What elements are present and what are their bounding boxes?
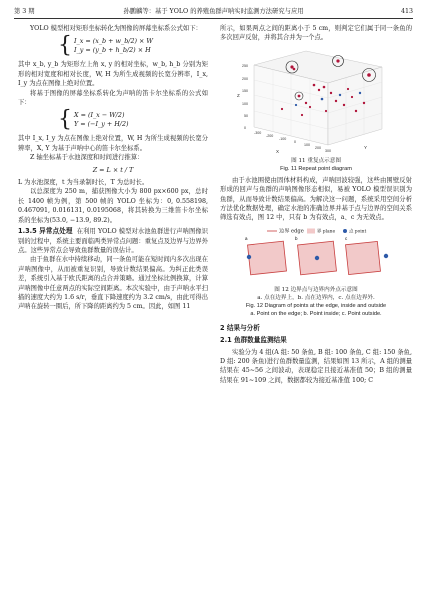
paragraph: YOLO 模型相对矩形坐标转化为图像的屏幕坐标系公式如下： (30, 25, 202, 32)
figure-12-caption-cn: 图 12 边界点与边界内外点示意图 (274, 286, 358, 293)
running-title: 孙鹏麟等：基于 YOLO 的养殖鱼群声呐实时监测方法研究与应用 (123, 8, 304, 15)
fish-point (293, 68, 296, 71)
fish-point (318, 89, 320, 91)
paragraph: 其中 I_x, I_y 为点在图像上绝对位置，W, H 为所生成视频的长宽分辨率，X, Y 为基于声呐中心的笛卡尔坐标系。 (18, 135, 208, 152)
paragraph: 以总深度为 250 m，捕获图像大小为 800 px×600 px，总时长 1400 帧为例，第 500 帧的 YOLO 坐标为：0, 0.558198, 0.467091, 0.016131, 0.0195068，将其转换为三维笛卡尔坐标系的坐标为(53.0, −13.9, 89.2)。 (18, 188, 208, 224)
paragraph: 将基于图像的屏幕坐标系转化为声呐的笛卡尔坐标系的公式如下： (18, 89, 208, 107)
x-tick: -300 (254, 130, 262, 135)
plane-rect (248, 241, 287, 275)
figure-12-caption-en: Fig. 12 Diagram of points at the edge, inside and outside (245, 302, 387, 309)
point-b (315, 256, 319, 260)
figure-11-caption-cn: 图 11 重复点示意图 (291, 157, 341, 164)
fish-point (325, 110, 327, 112)
equation-row: X = (I_x − W/2) (74, 111, 125, 120)
figure-12 (241, 226, 391, 286)
page-number: 413 (400, 8, 413, 15)
figure-11-caption-en: Fig. 11 Repeat point diagram (280, 165, 352, 172)
figure-12-sub-cn: a. 点在边界上，b. 点在边界内，c. 点在边界外. (257, 294, 375, 301)
paragraph: 其中 x_b, y_b 为矩形左上角 x, y 的相对坐标，w_b, h_b 分别为矩形的相对宽度和相对长度，W, H 为所生成视频的长宽分辨率，I_x, I_y 为点在图像上绝对位置。 (18, 61, 208, 88)
fish-point (355, 110, 357, 112)
repeat-point-3d-plot (236, 45, 396, 157)
legend-point-swatch (343, 229, 347, 233)
paragraph: 在利用 YOLO 模型对水池鱼群进行声呐图像识别的过程中，系统主要面临两类异常点问题：重复点及边界与边界外点。这些异常点会导致鱼群数量的误估计。 (18, 228, 208, 254)
paragraph: 由于水池围使由固体材料构成，声呐回波较强，这些由围壁反射形成的回声与鱼群的声呐图像形态相似，易被 YOLO 模型误识别为鱼群，从而导致计数结果偏高。为解决这一问题，系统采用空间分析方法优化数据处理，确定水池的准确边界并基于点与边界的空间关系筛选有效点，图 12 中，只有 b 为有效点，a、c 为无效点。 (220, 176, 412, 222)
legend-plane: 界 plane (317, 229, 336, 235)
z-tick: 250 (242, 63, 248, 68)
issue-number: 第 3 期 (14, 8, 35, 15)
fish-point (351, 96, 353, 98)
fish-point (295, 104, 297, 106)
legend-plane-swatch (307, 228, 315, 233)
point-c (384, 254, 388, 258)
legend-edge: 边界 edge (279, 228, 304, 235)
fish-point (298, 94, 301, 97)
section-heading: 2 结果与分析 (220, 323, 260, 332)
figure-11 (236, 45, 396, 157)
header-rule (14, 18, 413, 19)
paragraph: 所示，如果两点之间的距离小于 5 cm，则判定它们属于同一条鱼的多次回声反射，并将其合并为一个点。 (220, 25, 412, 42)
panel-c (345, 236, 388, 275)
x-tick: 100 (304, 142, 310, 147)
z-tick: 150 (242, 88, 248, 93)
legend-point: 点 point (349, 229, 367, 235)
z-tick: 50 (244, 113, 248, 118)
fish-point (363, 102, 365, 104)
y-axis-label: Y (364, 144, 368, 150)
equation-row: I_y = (y_b + h_b/2) × H (74, 46, 151, 55)
paragraph: L 为水池深度，t 为当录制时长，T 为总时长。 (18, 179, 149, 187)
left-column (18, 24, 208, 312)
fish-point (305, 102, 307, 104)
panel-b (295, 236, 336, 275)
plane-rect (346, 241, 381, 274)
x-tick: 0 (294, 139, 296, 144)
right-column (220, 24, 412, 385)
equation-cartesian: { X = (I_x − W/2) Y = (−I_y + H/2) (58, 107, 129, 133)
fish-point (335, 100, 337, 102)
paragraph: 由于鱼群在水中持续移动，同一条鱼可能在短时间内多次出现在声呐图像中，从而被重复识别，导致计数结果偏高。为纠正此类误差，系统引入基于欧氏距离的点合并策略。通过坐标比例换算，计算声呐图像中任意两点的实际空间距离。本次实验中，由于声呐水平扫描的速度大约为 1.6 s/r，垂直下降速度约为 3.2 cm/s，由此可得出声呐在旋转一圈后，所下降的距离约为 5 cm。因此，如图 11 (18, 256, 208, 311)
x-tick: -200 (266, 133, 274, 138)
z-axis-label: Z (237, 92, 240, 98)
panel-label: b (295, 235, 298, 241)
equation-row: I_x = (x_b + w_b/2) × W (74, 37, 153, 46)
fish-point (367, 73, 371, 77)
x-tick: -100 (279, 136, 287, 141)
point-a (247, 255, 251, 259)
panel-a (245, 236, 286, 275)
fish-point (309, 106, 311, 108)
fish-point (336, 59, 339, 62)
fish-point (301, 114, 303, 116)
fish-point (313, 84, 316, 87)
equation-depth: Z = L × t / T (92, 165, 134, 174)
fish-point (330, 92, 332, 94)
equation-screen-coords: { I_x = (x_b + w_b/2) × W I_y = (y_b + h_b/2) × H (58, 33, 153, 59)
panel-label: a (245, 235, 248, 241)
paragraph: Z 轴坐标基于水池深度和时间进行推算： (30, 154, 144, 162)
panel-label: c (345, 235, 348, 241)
x-tick: 200 (315, 145, 321, 150)
z-tick: 100 (242, 101, 248, 106)
paragraph: 实验分为 4 组(A 组: 50 条鱼, B 组: 100 条鱼, C 组: 150 条鱼, D 组: 200 条鱼)进行鱼群数量监测，结果如图 13 所示，A 组的测量结果在 45~56 之间波动，表现稳定且接近基准值 50；B 组的测量结果在 91~109 之间，数据都较为接近基准值 100; C (220, 348, 412, 384)
section-heading: 1.3.5 异常点处理 (18, 227, 73, 236)
equation-row: Y = (−I_y + H/2) (74, 120, 129, 129)
fish-point (359, 92, 361, 94)
x-tick: 300 (325, 148, 331, 153)
figure-12-sub-en: a. Point on the edge; b. Point inside; c. Point outside. (250, 310, 382, 317)
edge-point-diagram (241, 226, 391, 286)
running-header (14, 6, 413, 17)
fish-point (323, 86, 326, 89)
fish-point (281, 108, 283, 110)
z-tick: 0 (244, 125, 246, 130)
fish-point (347, 88, 349, 90)
subsection-heading: 2.1 鱼群数量监测结果 (220, 336, 287, 345)
x-axis-label: X (276, 148, 280, 154)
fish-point (339, 94, 341, 96)
z-tick: 200 (242, 76, 248, 81)
fish-point (343, 104, 345, 106)
fish-point (321, 98, 324, 101)
